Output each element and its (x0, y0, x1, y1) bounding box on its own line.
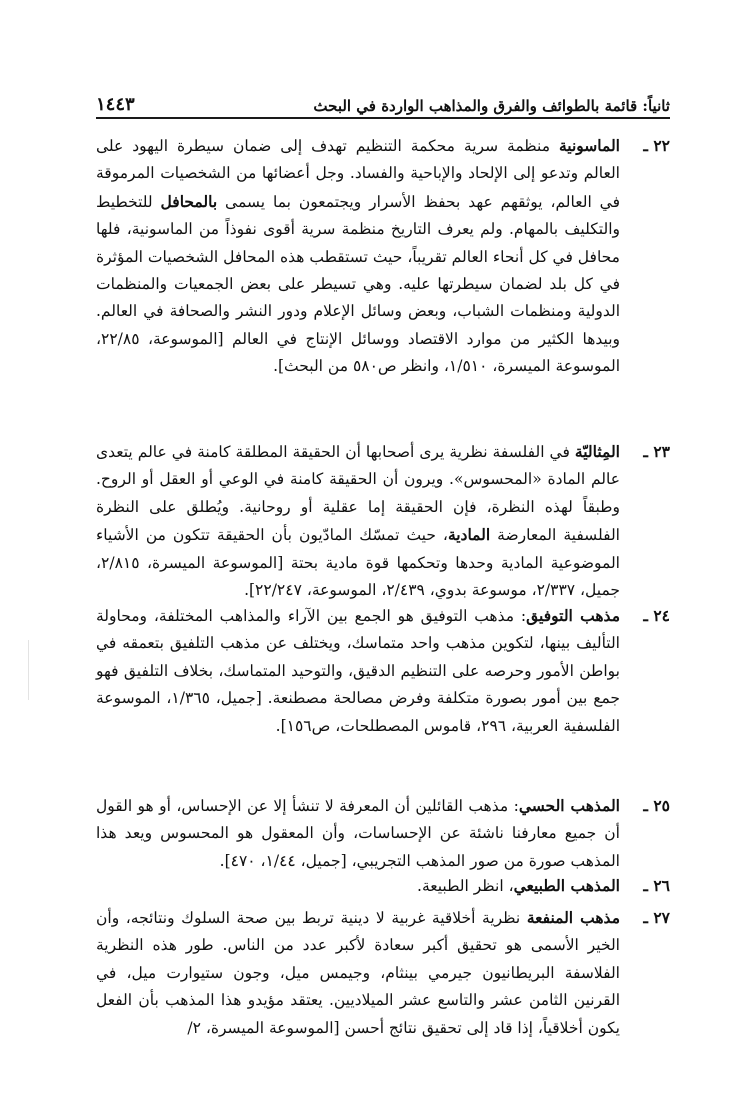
entry-term: مذهب المنفعة (526, 908, 620, 927)
entry-number: ٢٥ ـ (643, 796, 670, 815)
entry-term: المذهب الحسي (518, 796, 620, 815)
entry-term: مذهب التوفيق (526, 606, 620, 625)
entry-term-secondary: بالمحافل (160, 191, 218, 211)
entry-term-secondary: المادية (447, 525, 491, 545)
glossary-entry-naturalism (96, 872, 670, 904)
entry-text: : مذهب القائلين أن المعرفة لا تنشأ إلا عن الإحساس، أو هو القول أن جميع معارفنا ناشئة عن الإحساسات، وأن المعقول هو المحسوس ويعد هذا المذهب صورة من صور المذهب التجريبي، [جميل، ١/٤٤، ٤٧٠]. (96, 797, 620, 870)
entry-text: منظمة سرية محكمة التنظيم تهدف إلى ضمان سيطرة اليهود على العالم وتدعو إلى الإلحاد والإباحية والفساد. وجل أعضائها من الشخصيات المرموقة في العالم، يوثقهم عهد بحفظ الأسرار ويجتمعون بما يسمى (96, 137, 620, 211)
glossary-entry-sensationalism (96, 792, 670, 872)
entry-text-continued: للتخطيط والتكليف بالمهام. ولم يعرف التاريخ منظمة سرية أقوى نفوذاً من الماسونية، فلها محافل في كل أنحاء العالم تقريباً، حيث تستقطب هذه المحافل الشخصيات المؤثرة في كل بلد لضمان سيطرتها عليه. وهي تسيطر على بعض الجمعيات والمنظمات الدولية ومنظمات الشباب، وبعض وسائل الإعلام ودور النشر والصحافة في العالم. وبيدها الكثير من موارد الاقتصاد ووسائل الإنتاج في العالم [الموسوعة، ٢٢/٨٥، الموسوعة الميسرة، ١/٥١٠، وانظر ص٥٨٠ من البحث]. (96, 192, 620, 376)
entry-term: الماسونية (558, 136, 620, 155)
entry-text-continued: ، حيث تمسّك المادّيون بأن الحقيقة تتكون من الأشياء الموضوعية المادية وحدها وتحكمها قوة مادية بحتة [الموسوعة الميسرة، ٢/٨١٥، جميل، ٢/٣٣٧، موسوعة بدوي، ٢/٤٣٩، الموسوعة، ٢٢/٢٤٧]. (96, 526, 620, 600)
page-header (96, 84, 670, 114)
glossary-entry-utilitarianism (96, 904, 670, 1084)
glossary-entry-syncretism (96, 602, 670, 792)
glossary-list (96, 132, 670, 1084)
entry-text: ، انظر الطبيعة. (417, 877, 514, 895)
entry-text: : مذهب التوفيق هو الجمع بين الآراء والمذاهب المختلفة، ومحاولة التأليف بينها، لتكوين مذهب واحد متماسك، ويختلف عن مذهب التلفيق بتعمقه في بواطن الأمور وحرصه على التنظيم الدقيق، والتوحيد المتماسك، بخلاف التلفيق فهو جمع بين أمور بصورة متكلفة وفرض مصالحة مصطنعة. [جميل، ١/٣٦٥، الموسوعة الفلسفية العربية، ٢٩٦، قاموس المصطلحات، ص١٥٦]. (96, 607, 620, 735)
entry-number: ٢٧ ـ (643, 908, 670, 927)
entry-term: المذهب الطبيعي (513, 876, 620, 895)
entry-number: ٢٢ ـ (643, 136, 670, 155)
entry-text: نظرية أخلاقية غربية لا دينية تربط بين صحة السلوك ونتائجه، وأن الخير الأسمى هو تحقيق أكبر سعادة لأكبر عدد من الناس. طور هذه النظرية الفلاسفة البريطانيون جيرمي بينثام، وجيمس ميل، وجون ستيوارت ميل، في القرنين الثامن عشر والتاسع عشر الميلاديين. يعتقد مؤيدو هذا المذهب بأن الفعل يكون أخلاقياً، إذا قاد إلى تحقيق نتائج أحسن [الموسوعة الميسرة، ٢/ (96, 909, 620, 1037)
entry-text: في الفلسفة نظرية يرى أصحابها أن الحقيقة المطلقة كامنة في عالم يتعدى عالم المادة «المحسوس». ويرون أن الحقيقة كامنة في الوعي أو العقل أو الروح. وطبقاً لهذه النظرة، فإن الحقيقة إما عقلية أو روحانية. ويُطلق على النظرة الفلسفية المعارضة (96, 443, 620, 545)
scan-margin-line (28, 640, 29, 700)
entry-number: ٢٦ ـ (643, 876, 670, 895)
header-rule (96, 117, 670, 119)
running-title: ثانياً: قائمة بالطوائف والفرق والمذاهب الواردة في البحث (313, 97, 670, 115)
entry-term: المِثاليّة (574, 442, 620, 461)
glossary-entry-idealism (96, 438, 670, 602)
glossary-entry-masonry (96, 132, 670, 438)
entry-number: ٢٤ ـ (643, 606, 670, 625)
page-number: ١٤٤٣ (96, 94, 135, 115)
entry-number: ٢٣ ـ (643, 442, 670, 461)
